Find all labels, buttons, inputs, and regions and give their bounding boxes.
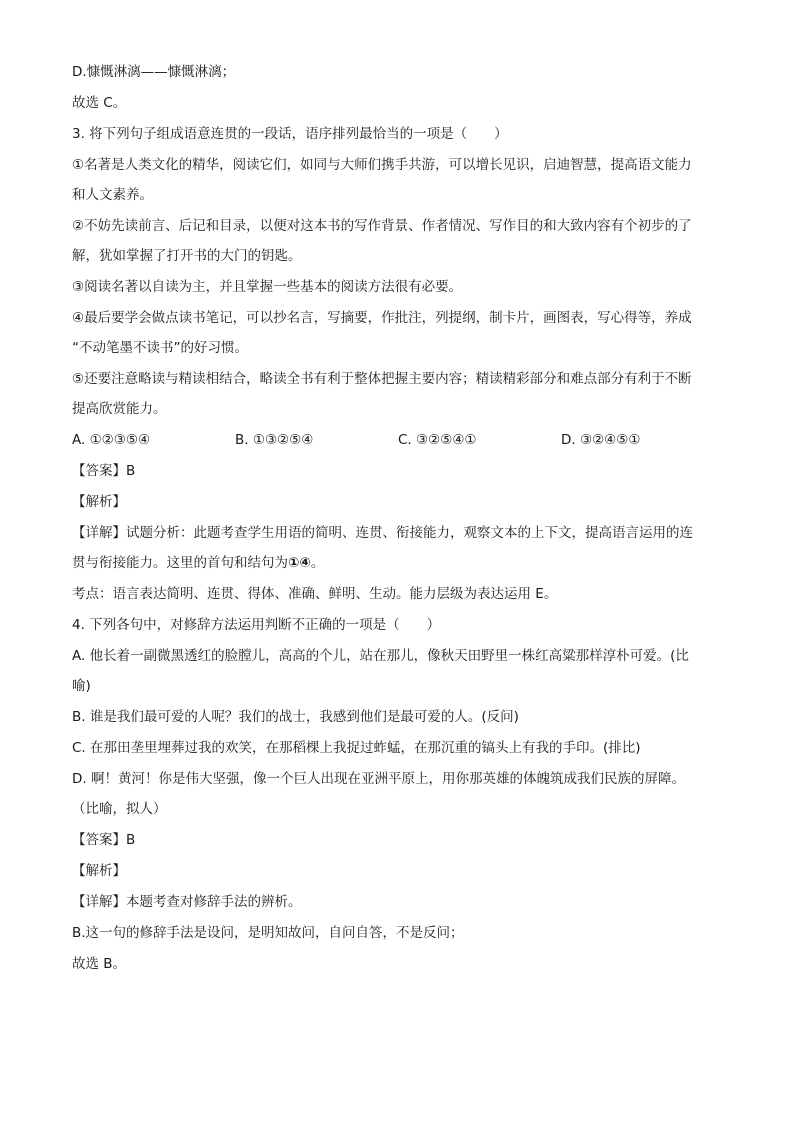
q3-option-b: B. ①③②⑤④	[235, 432, 314, 448]
q4-option-d-line-1: D. 啊！黄河！你是伟大坚强，像一个巨人出现在亚洲平原上，用你那英雄的体魄筑成我们民族的屏障。	[72, 771, 685, 787]
q3-stem: 3. 将下列句子组成语意连贯的一段话，语序排列最恰当的一项是（ ）	[72, 126, 508, 142]
document-page	[72, 62, 732, 974]
q3-option-c: C. ③②⑤④①	[398, 432, 477, 448]
q3-detail-text: 贯与衔接能力。这里的首句和结句为	[72, 555, 288, 571]
q3-sentence-4-line-1: ④最后要学会做点读书笔记，可以抄名言，写摘要，作批注，列提纲，制卡片，画图表，写心得等，养成	[72, 310, 692, 326]
q3-sentence-3: ③阅读名著以自读为主，并且掌握一些基本的阅读方法很有必要。	[72, 279, 463, 295]
q3-sentence-5-line-2: 提高欣赏能力。	[72, 401, 167, 417]
q4-answer: 【答案】B	[72, 832, 136, 848]
q4-analysis-label: 【解析】	[72, 863, 126, 879]
q3-analysis-label: 【解析】	[72, 494, 126, 510]
q3-answer: 【答案】B	[72, 463, 136, 479]
q4-option-d-line-2: （比喻，拟人）	[72, 801, 167, 817]
q4-explanation: B.这一句的修辞手法是设问，是明知故问，自问自答，不是反问；	[72, 925, 464, 941]
q3-sentence-5-line-1: ⑤还要注意略读与精读相结合，略读全书有利于整体把握主要内容；精读精彩部分和难点部分有利于不断	[72, 371, 692, 387]
q3-sentence-2-line-2: 解，犹如掌握了打开书的大门的钥匙。	[72, 248, 302, 264]
q4-conclusion: 故选 B。	[72, 956, 127, 972]
q3-detail-end: 。	[310, 555, 325, 571]
q3-exam-point: 考点：语言表达简明、连贯、得体、准确、鲜明、生动。能力层级为表达运用 E。	[72, 586, 558, 602]
q4-option-b: B. 谁是我们最可爱的人呢？我们的战士，我感到他们是最可爱的人。(反问)	[72, 709, 519, 725]
q3-detail-line-2	[72, 553, 732, 573]
q3-detail-line-1: 【详解】试题分析：此题考查学生用语的简明、连贯、衔接能力，观察文本的上下文，提高语言运用的连	[72, 525, 693, 541]
q3-option-a: A. ①②③⑤④	[72, 432, 151, 448]
q3-option-d: D. ③②④⑤①	[561, 432, 641, 448]
q3-sentence-1-line-2: 和人文素养。	[72, 187, 153, 203]
q4-option-a-line-1: A. 他长着一副微黑透红的脸膛儿，高高的个儿，站在那儿，像秋天田野里一株红高粱那样淳朴可爱。(比	[72, 648, 689, 664]
q4-option-a-line-2: 喻)	[72, 678, 91, 694]
q3-sentence-1-line-1: ①名著是人类文化的精华，阅读它们，如同与大师们携手共游，可以增长见识，启迪智慧，提高语文能力	[72, 157, 692, 173]
q3-sentence-2-line-1: ②不妨先读前言、后记和目录，以便对这本书的写作背景、作者情况、写作目的和大致内容有个初步的了	[72, 218, 692, 234]
q3-detail-bold-sentences: ①④	[288, 555, 311, 571]
q3-sentence-4-line-2: “不动笔墨不读书”的好习惯。	[72, 340, 248, 356]
q4-stem: 4. 下列各句中，对修辞方法运用判断不正确的一项是（ ）	[72, 617, 441, 633]
q2-option-d: D.慷慨淋漓——慷慨淋漓；	[72, 64, 236, 80]
q4-detail: 【详解】本题考查对修辞手法的辨析。	[72, 894, 302, 910]
q2-conclusion: 故选 C。	[72, 95, 127, 111]
q3-options	[72, 430, 732, 450]
q4-option-c: C. 在那田垄里埋葬过我的欢笑，在那稻棵上我捉过蚱蜢，在那沉重的镐头上有我的手印。(排比)	[72, 740, 641, 756]
